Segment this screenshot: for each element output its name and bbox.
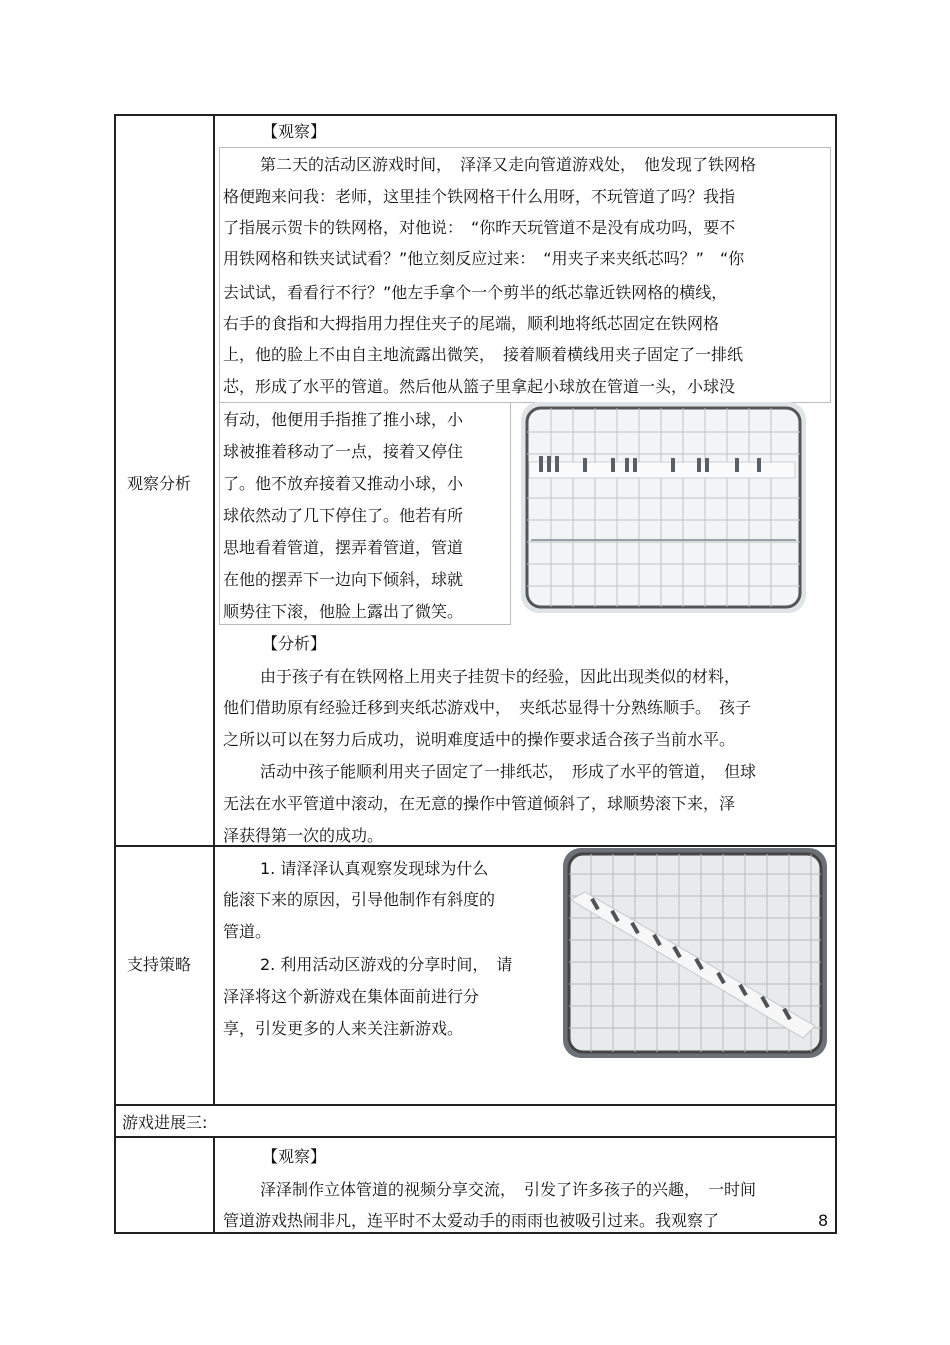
analysis-line-5: 无法在水平管道中滚动，在无意的操作中管道倾斜了，球顺势滚下来，泽 (223, 794, 736, 813)
row-divider-2 (114, 1104, 837, 1106)
column-divider-1 (213, 114, 215, 1104)
observe-narrow-line-6: 在他的摆弄下一边向下倾斜，球就 (223, 570, 464, 589)
table-left-border (114, 114, 116, 1234)
observe-narrow-line-5: 思地看着管道，摆弄着管道，管道 (223, 538, 464, 557)
observe-line-8: 芯，形成了水平的管道。然后他从篮子里拿起小球放在管道一头，小球没 (223, 377, 736, 396)
photo-horizontal-pipe (521, 402, 806, 613)
strategy-line-3: 管道。 (223, 922, 272, 941)
progress-line-1: 泽泽制作立体管道的视频分享交流， 引发了许多孩子的兴趣， 一时间 (260, 1180, 757, 1199)
page-number: 8 (818, 1211, 829, 1230)
observe-line-3: 了指展示贺卡的铁网格，对他说： “你昨天玩管道不是没有成功吗，要不 (223, 218, 736, 237)
strategy-line-4: 2. 利用活动区游戏的分享时间， 请 (260, 955, 513, 974)
progress-three-heading: 游戏进展三: (122, 1113, 208, 1132)
observe-line-7: 上，他的脸上不由自主地流露出微笑， 接着顺着横线用夹子固定了一排纸 (223, 345, 744, 364)
observe-narrow-line-7: 顺势往下滚，他脸上露出了微笑。 (223, 602, 464, 621)
table-top-border (114, 114, 837, 116)
row-label-support-strategy: 支持策略 (127, 955, 192, 974)
photo-sloped-pipe (563, 848, 827, 1058)
table-bottom-border (114, 1232, 837, 1234)
progress-observe-heading: 【观察】 (262, 1147, 327, 1166)
observe-line-5: 去试试，看看行不行？”他左手拿个一个剪半的纸芯靠近铁网格的横线， (223, 283, 728, 302)
observe-narrow-line-4: 球依然动了几下停住了。他若有所 (223, 506, 464, 525)
observe-narrow-line-3: 了。他不放弃接着又推动小球，小 (223, 474, 464, 493)
observe-line-1: 第二天的活动区游戏时间， 泽泽又走向管道游戏处， 他发现了铁网格 (260, 155, 757, 174)
row-label-observation-analysis: 观察分析 (127, 474, 192, 493)
analysis-line-6: 泽获得第一次的成功。 (223, 826, 384, 845)
row-divider-3 (114, 1136, 837, 1138)
observe-line-4: 用铁网格和铁夹试试看？”他立刻反应过来： “用夹子来夹纸芯吗？” “你 (223, 249, 745, 268)
observe-line-2: 格便跑来问我：老师，这里挂个铁网格干什么用呀，不玩管道了吗？我指 (223, 187, 736, 206)
wire-grid-sloped-illustration (563, 848, 827, 1058)
analysis-line-4: 活动中孩子能顺利用夹子固定了一排纸芯， 形成了水平的管道， 但球 (260, 762, 757, 781)
analysis-line-3: 之所以可以在努力后成功，说明难度适中的操作要求适合孩子当前水平。 (223, 730, 736, 749)
strategy-line-2: 能滚下来的原因，引导他制作有斜度的 (223, 890, 496, 909)
observe-heading: 【观察】 (262, 122, 327, 141)
analysis-line-2: 他们借助原有经验迁移到夹纸芯游戏中， 夹纸芯显得十分熟练顺手。 孩子 (223, 698, 752, 717)
table-right-border (835, 114, 837, 1234)
progress-line-2: 管道游戏热闹非凡，连平时不太爱动手的雨雨也被吸引过来。我观察了 (223, 1211, 720, 1230)
observe-narrow-line-1: 有动，他便用手指推了推小球，小 (223, 410, 464, 429)
analysis-heading: 【分析】 (262, 634, 327, 653)
column-divider-2 (213, 1136, 215, 1234)
strategy-line-5: 泽泽将这个新游戏在集体面前进行分 (223, 987, 480, 1006)
observe-line-6: 右手的食指和大拇指用力捏住夹子的尾端，顺利地将纸芯固定在铁网格 (223, 314, 720, 333)
analysis-line-1: 由于孩子有在铁网格上用夹子挂贺卡的经验，因此出现类似的材料， (260, 667, 741, 686)
strategy-line-6: 享，引发更多的人来关注新游戏。 (223, 1019, 464, 1038)
wire-grid-horizontal-illustration (521, 402, 806, 613)
observe-narrow-line-2: 球被推着移动了一点，接着又停住 (223, 442, 464, 461)
strategy-line-1: 1. 请泽泽认真观察发现球为什么 (260, 859, 489, 878)
